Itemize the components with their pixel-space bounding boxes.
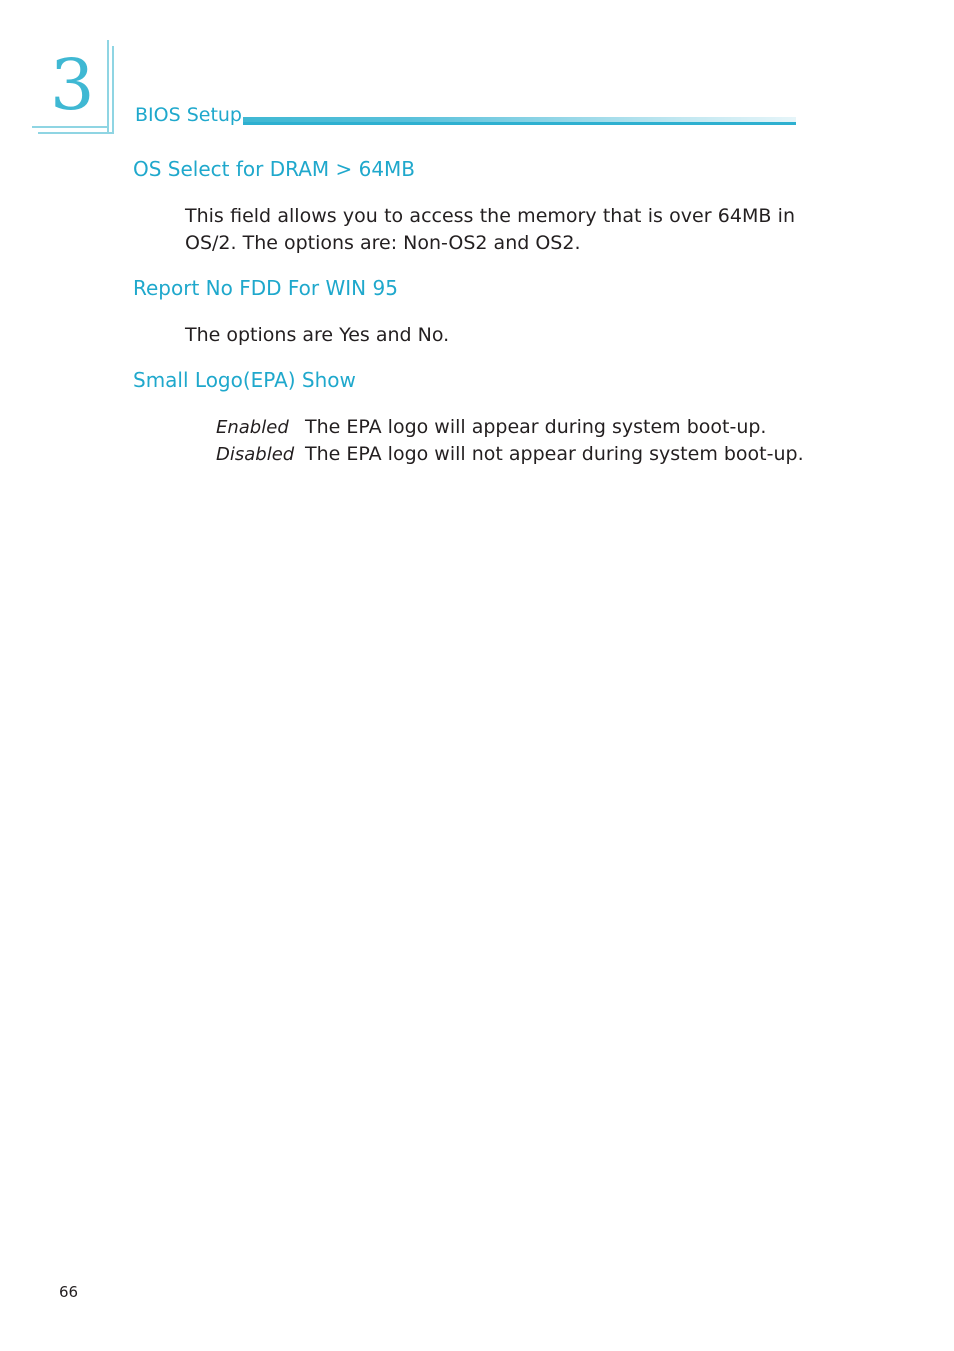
body-os-select: This field allows you to access the memory that is over 64MB in OS/2. The options are: Non-OS2 and OS2. [185,205,795,254]
option-key: Enabled [216,417,289,438]
option-value: The EPA logo will not appear during system boot-up. [305,443,804,465]
section-title: BIOS Setup [135,104,242,126]
option-key: Disabled [216,444,295,465]
heading-report-no-fdd: Report No FDD For WIN 95 [133,276,398,300]
heading-os-select: OS Select for DRAM > 64MB [133,157,416,181]
heading-small-logo: Small Logo(EPA) Show [133,368,356,392]
body-report-no-fdd: The options are Yes and No. [185,324,450,346]
header-rule-base [243,122,796,125]
page-number: 66 [59,1283,79,1301]
chapter-number: 3 [50,44,95,126]
option-value: The EPA logo will appear during system boot-up. [305,416,767,438]
